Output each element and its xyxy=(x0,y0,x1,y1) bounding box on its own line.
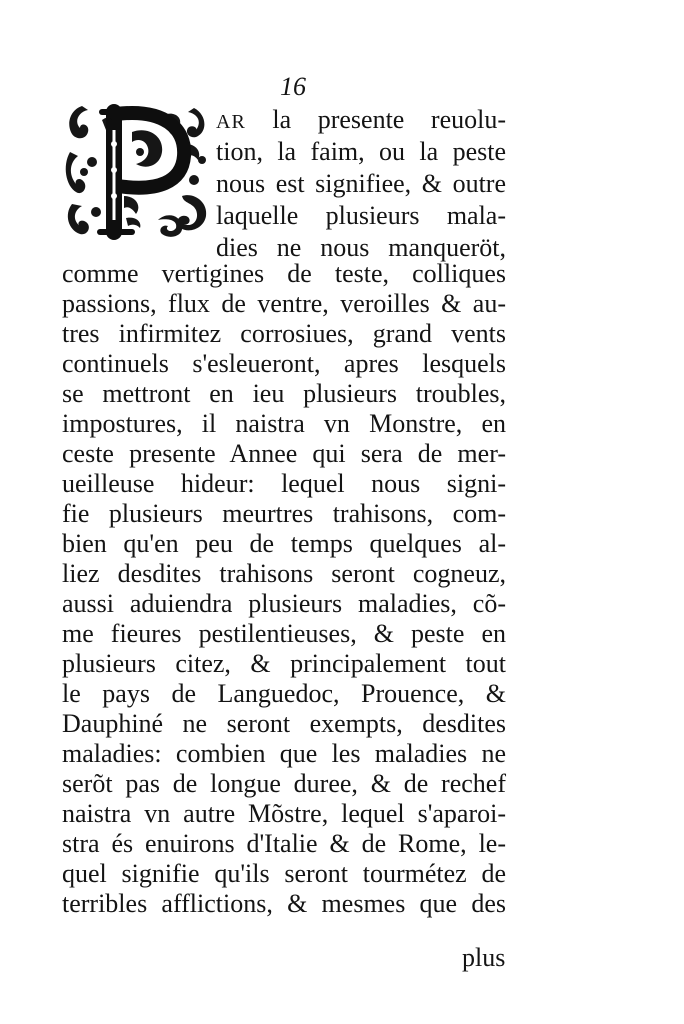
text-line: impostures, il naistra vn Monstre, en xyxy=(62,409,506,438)
text-line: continuels s'esleueront, apres lesquels xyxy=(62,349,506,378)
line-text: la presente reuolu- xyxy=(245,105,506,134)
text-line: stra és enuirons d'Italie & de Rome, le- xyxy=(62,829,506,858)
text-line: dies ne nous manqueröt, xyxy=(216,233,506,262)
text-line: aussi aduiendra plusieurs maladies, cõ- xyxy=(62,589,506,618)
text-line: naistra vn autre Mõstre, lequel s'aparoi- xyxy=(62,799,506,828)
first-word-small-caps: AR xyxy=(216,111,246,133)
text-line: bien qu'en peu de temps quelques al- xyxy=(62,529,506,558)
text-line: liez desdites trahisons seront cogneuz, xyxy=(62,559,506,588)
drop-cap-initial xyxy=(62,100,212,240)
text-line: le pays de Languedoc, Prouence, & xyxy=(62,679,506,708)
text-line: nous est signifiee, & outre xyxy=(216,169,506,198)
text-line: maladies: combien que les maladies ne xyxy=(62,739,506,768)
text-line: plusieurs citez, & principalement tout xyxy=(62,649,506,678)
text-line: terribles afflictions, & mesmes que des xyxy=(62,889,506,918)
floral-ornament-icon xyxy=(62,100,212,240)
text-line: tion, la faim, ou la peste xyxy=(216,137,506,166)
text-line: quel signifie qu'ils seront tourmétez de xyxy=(62,859,506,888)
page-number: 16 xyxy=(280,72,306,101)
text-line: fie plusieurs meurtres trahisons, com- xyxy=(62,499,506,528)
text-line: ceste presente Annee qui sera de mer- xyxy=(62,439,506,468)
text-line: ueilleuse hideur: lequel nous signi- xyxy=(62,469,506,498)
text-line: Dauphiné ne seront exempts, desdites xyxy=(62,709,506,738)
text-line: me fieures pestilentieuses, & peste en xyxy=(62,619,506,648)
text-line: se mettront en ieu plusieurs troubles, xyxy=(62,379,506,408)
text-line: serõt pas de longue duree, & de rechef xyxy=(62,769,506,798)
text-line: passions, flux de ventre, veroilles & au- xyxy=(62,289,506,318)
text-line xyxy=(216,104,506,138)
text-line: laquelle plusieurs mala- xyxy=(216,201,506,230)
catchword: plus xyxy=(462,943,506,972)
text-line: comme vertigines de teste, colliques xyxy=(62,259,506,288)
text-line: tres infirmitez corrosiues, grand vents xyxy=(62,319,506,348)
